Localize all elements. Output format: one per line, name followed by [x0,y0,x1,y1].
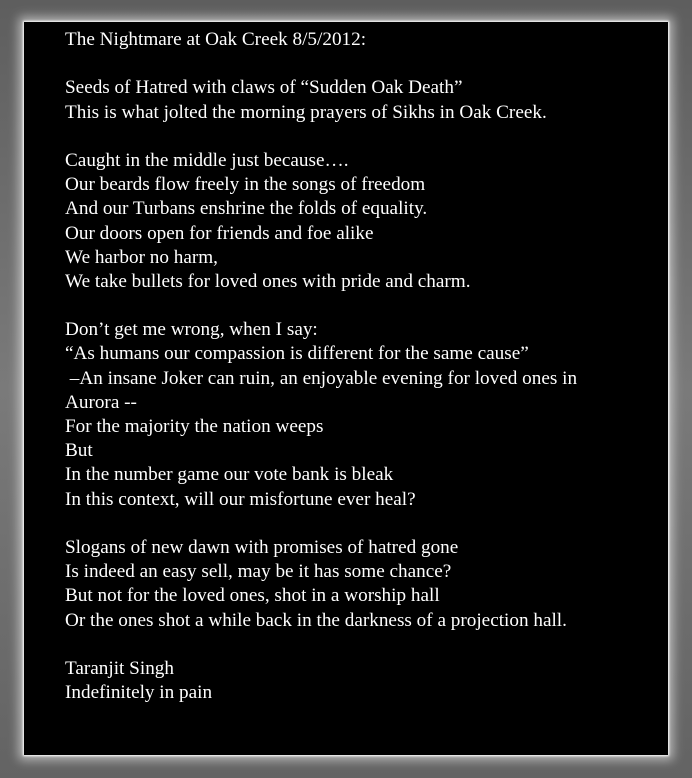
poem-line: Our beards flow freely in the songs of freedom [65,174,426,196]
poem-line: But not for the loved ones, shot in a worship hall [65,585,440,607]
author-name: Taranjit Singh [65,657,174,679]
poem-line: Caught in the middle just because…. [65,149,349,171]
poem-line: In the number game our vote bank is bleak [65,464,394,486]
poem-line: In this context, will our misfortune ever heal? [65,488,416,510]
poem-line: We take bullets for loved ones with pride and charm. [65,270,471,292]
poem-line: Aurora -- [65,391,137,413]
stanza-gap [65,52,668,76]
poem-line: Seeds of Hatred with claws of “Sudden Oak Death” [65,77,463,99]
stanza-gap [65,633,668,657]
poem-line: Is indeed an easy sell, may be it has some chance? [65,561,452,583]
poem-line: But [65,440,93,462]
poem-line: This is what jolted the morning prayers of Sikhs in Oak Creek. [65,101,547,123]
poem-line: Slogans of new dawn with promises of hatred gone [65,536,459,558]
poem-line: We harbor no harm, [65,246,218,268]
stanza-gap [65,512,668,536]
poem-line: Or the ones shot a while back in the darkness of a projection hall. [65,609,567,631]
poem-line: Our doors open for friends and foe alike [65,222,374,244]
poem-line: For the majority the nation weeps [65,416,324,437]
poem-line: –An insane Joker can ruin, an enjoyable evening for loved ones in [65,367,578,389]
poem-line: “As humans our compassion is different for the same cause” [65,343,529,365]
closing-line: Indefinitely in pain [65,682,213,704]
poem-line: Don’t get me wrong, when I say: [65,319,318,341]
stanza-gap [65,294,668,318]
stanza-gap [65,125,668,149]
poem-title: The Nightmare at Oak Creek 8/5/2012: [65,29,367,50]
poem-panel [24,22,668,755]
poem-line: And our Turbans enshrine the folds of equality. [65,198,428,220]
